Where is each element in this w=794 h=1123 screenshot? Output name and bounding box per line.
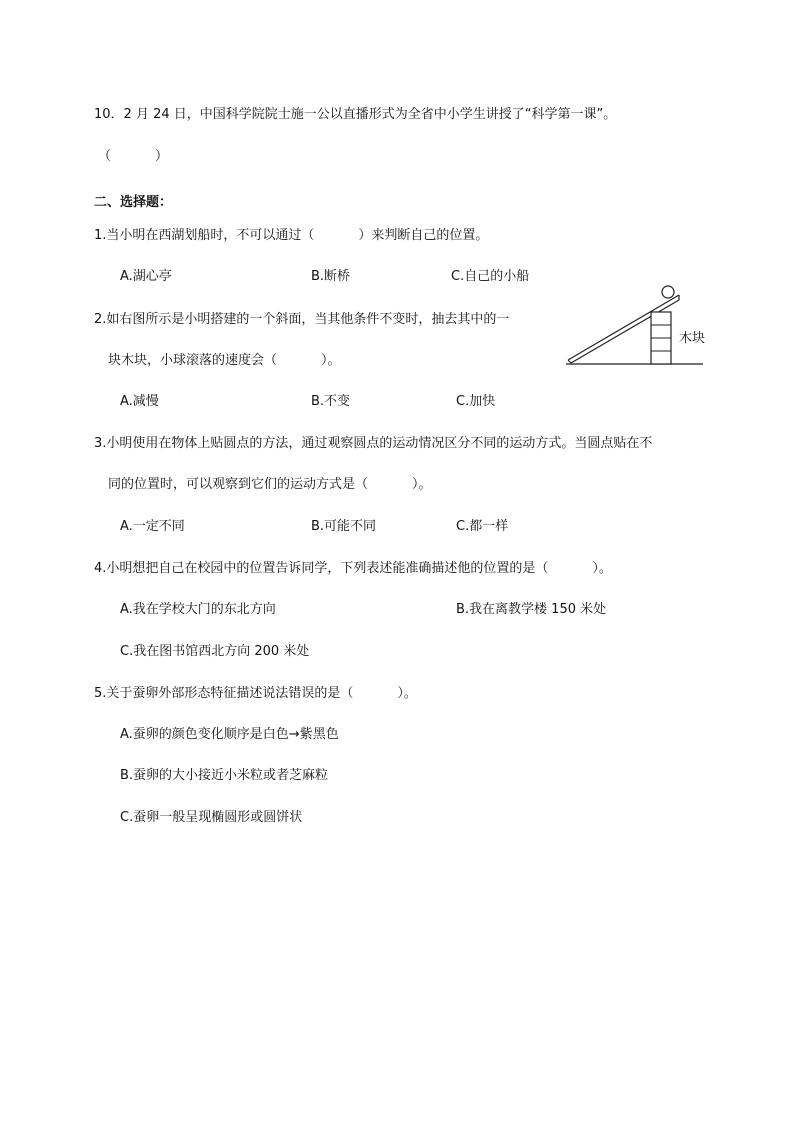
question-1-option-b: B.断桥: [311, 269, 351, 284]
question-2-option-a: A.减慢: [120, 394, 159, 409]
question-3-option-c: C.都一样: [456, 519, 509, 534]
question-4-option-a: A.我在学校大门的东北方向: [120, 602, 276, 617]
question-3-text-line-2: 同的位置时，可以观察到它们的运动方式是（ ）。: [108, 477, 432, 492]
answer-parentheses: （ ）: [98, 149, 169, 164]
block-label: 木块: [679, 331, 706, 346]
question-4-text: 4.小明想把自己在校园中的位置告诉同学，下列表述能准确描述他的位置的是（ ）。: [94, 561, 612, 576]
question-1-option-a: A.湖心亭: [120, 269, 172, 284]
question-2-text-line-1: 2.如右图所示是小明搭建的一个斜面，当其他条件不变时，抽去其中的一: [94, 312, 510, 327]
question-10-text: 10．2 月 24 日，中国科学院院士施一公以直播形式为全省中小学生讲授了“科学第一课”。: [94, 107, 617, 122]
question-5-option-c: C.蚕卵一般呈现椭圆形或圆饼状: [120, 810, 303, 825]
question-3-option-a: A.一定不同: [120, 519, 185, 534]
question-4-option-c: C.我在图书馆西北方向 200 米处: [120, 644, 310, 659]
question-4-option-b: B.我在离教学楼 150 米处: [456, 602, 607, 617]
question-5-option-b: B.蚕卵的大小接近小米粒或者芝麻粒: [120, 768, 329, 783]
wood-block-stack: [651, 312, 671, 364]
question-3-option-b: B.可能不同: [311, 519, 377, 534]
question-2-text-line-2: 块木块，小球滚落的速度会（ ）。: [108, 353, 341, 368]
question-3-text-line-1: 3.小明使用在物体上贴圆点的方法，通过观察圆点的运动情况区分不同的运动方式。当圆点贴在不: [94, 436, 653, 451]
question-1-option-c: C.自己的小船: [451, 269, 530, 284]
question-1-text: 1.当小明在西湖划船时，不可以通过（ ）来判断自己的位置。: [94, 228, 489, 243]
ball-icon: [662, 286, 674, 298]
incline-figure: [563, 278, 708, 370]
question-5-text: 5.关于蚕卵外部形态特征描述说法错误的是（ ）。: [94, 686, 417, 701]
question-2-option-c: C.加快: [456, 394, 496, 409]
question-2-option-b: B.不变: [311, 394, 351, 409]
section-title: 二、选择题：: [94, 195, 173, 210]
question-5-option-a: A.蚕卵的颜色变化顺序是白色→紫黑色: [120, 727, 339, 742]
